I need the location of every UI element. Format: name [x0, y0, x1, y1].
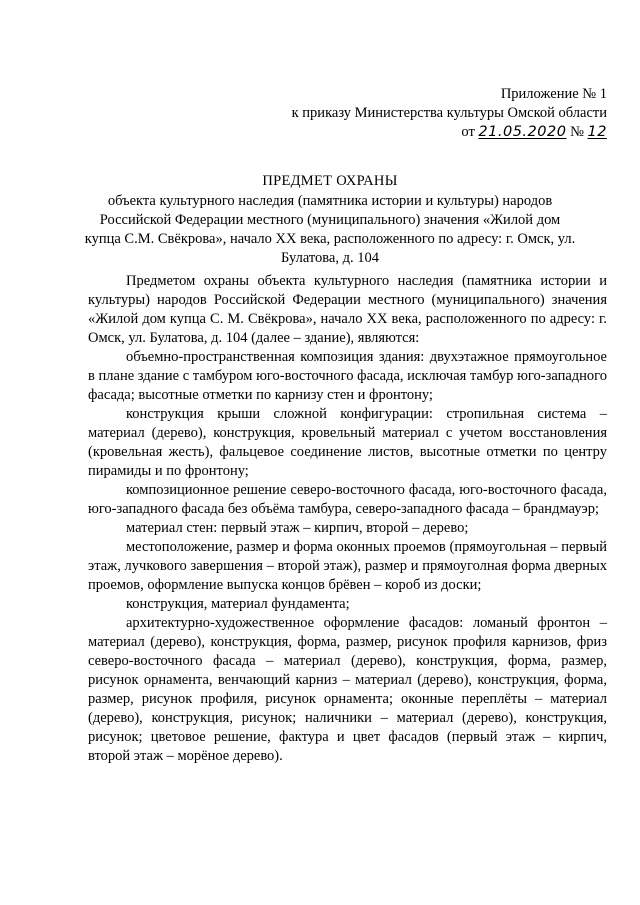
- body-paragraph-composition: объемно-пространственная композиция здания: двухэтажное прямоугольное в плане здание с тамбуром юго-восточного фасада, исключая тамбур юго-западного фасада; высотные отметки по карнизу стен и фронтону;: [88, 349, 607, 403]
- document-body: [88, 272, 607, 766]
- document-title-block: [80, 172, 580, 268]
- body-paragraph-walls: материал стен: первый этаж – кирпич, второй – дерево;: [126, 520, 469, 536]
- body-paragraph-intro: Предметом охраны объекта культурного наследия (памятника истории и культуры) народов Российской Федерации местного (муниципального) значения «Жилой дом купца С. М. Свёкрова», начало XX века, расположенного по адресу: г. Омск, ул. Булатова, д. 104 (далее – здание), являются:: [88, 273, 607, 346]
- body-paragraph-roof: конструкция крыши сложной конфигурации: стропильная система – материал (дерево), конструкция, кровельный материал с учетом восстановления (кровельная жесть), фальцевое соединение листов, высотные отметки по центру пирамиды и по фронтону;: [88, 406, 607, 479]
- handwritten-number: 12: [587, 124, 607, 140]
- appendix-order-reference: к приказу Министерства культуры Омской области: [291, 105, 607, 121]
- appendix-header: [292, 85, 607, 142]
- number-prefix: №: [570, 124, 584, 140]
- body-paragraph-foundation: конструкция, материал фундамента;: [126, 596, 350, 612]
- body-paragraph-decoration: архитектурно-художественное оформление фасадов: ломаный фронтон – материал (дерево), конструкция, форма, размер, рисунок профиля карнизов, фриз северо-восточного фасада – материал (дерево), конструкция, форма, размер, рисунок орнамента, венчающий карниз – материал (дерево), конструкция, форма, размер, рисунок профиля, рисунок орнамента; оконные переплёты – материал (дерево), конструкция, рисунок; наличники – материал (дерево), конструкция, рисунок; цветовое решение, фактура и цвет фасадов (первый этаж – кирпич, второй этаж – морёное дерево).: [88, 615, 607, 764]
- document-title: ПРЕДМЕТ ОХРАНЫ: [262, 173, 398, 189]
- date-prefix: от: [461, 124, 475, 140]
- appendix-date-line: [292, 123, 607, 142]
- body-paragraph-facades: композиционное решение северо-восточного фасада, юго-восточного фасада, юго-западного фасада без объёма тамбура, северо-западного фасада – брандмауэр;: [88, 482, 607, 517]
- document-subtitle: объекта культурного наследия (памятника истории и культуры) народов Российской Федерации местного (муниципального) значения «Жилой дом купца С.М. Свёкрова», начало XX века, расположенного по адресу: г. Омск, ул. Булатова, д. 104: [84, 193, 576, 266]
- body-paragraph-openings: местоположение, размер и форма оконных проемов (прямоугольная – первый этаж, лучкового завершения – второй этаж), размер и прямоуголная форма дверных проемов, оформление выпуска концов брёвен – короб из доски;: [88, 539, 607, 593]
- appendix-number: Приложение № 1: [500, 86, 607, 102]
- handwritten-date: 21.05.2020: [478, 124, 567, 140]
